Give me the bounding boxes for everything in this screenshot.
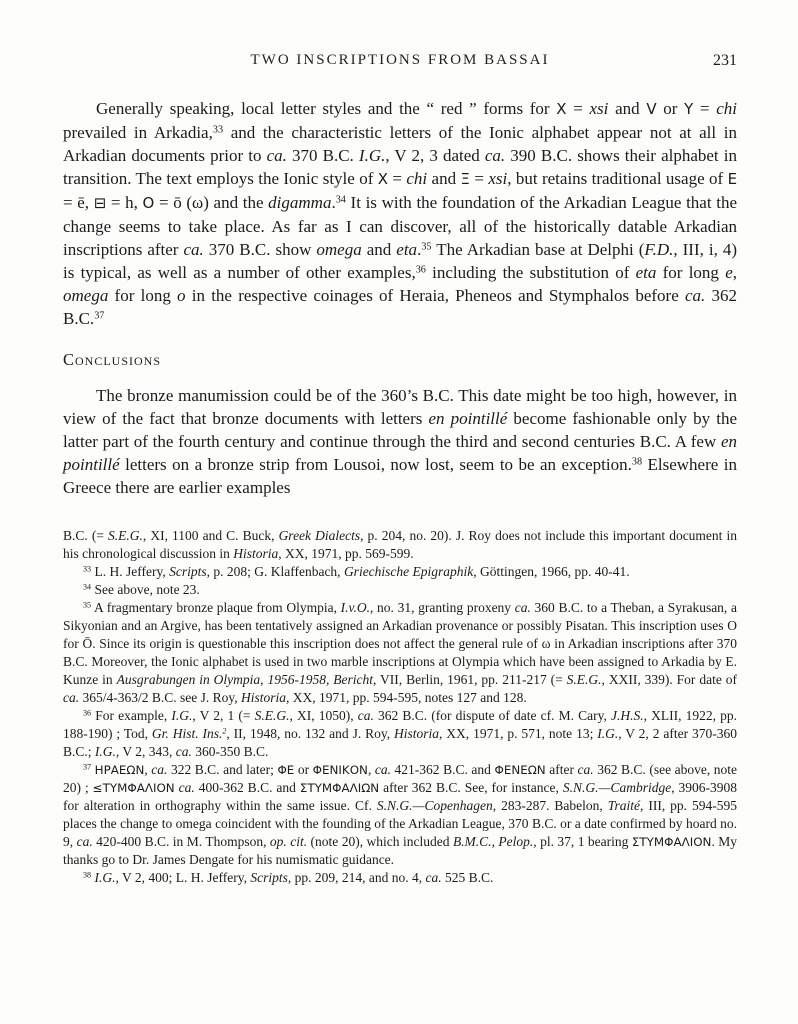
text-run: S.N.G.—Cambridge (562, 780, 672, 795)
text-run: , V 2, 2 after 370-360 B.C.; (63, 726, 737, 759)
footnote-marker: 33 (83, 564, 92, 574)
page-header (63, 52, 737, 74)
text-run: ca. (514, 600, 531, 615)
text-run: xsi (589, 99, 609, 118)
text-run: E (727, 170, 738, 188)
text-run: chi (406, 169, 428, 188)
paragraph-conclusions (63, 384, 737, 499)
text-run: ca. (175, 744, 192, 759)
text-run: = (388, 169, 407, 188)
text-run: B.C. (= (63, 528, 109, 543)
text-run: ca. (183, 240, 204, 259)
text-run: = ō (ω) and the (154, 193, 269, 212)
text-run: ca. (178, 780, 195, 795)
text-run: en pointillé (428, 409, 508, 428)
text-run: , pp. 209, 214, and no. 4, (287, 870, 426, 885)
section-heading-conclusions: Conclusions (63, 350, 162, 369)
text-run: I.G. (171, 708, 193, 723)
footnote-34 (63, 581, 737, 599)
text-run: , V 2, 400; L. H. Jeffery, (115, 870, 251, 885)
text-run: = ē, (63, 193, 94, 212)
text-run: It is with the foundation of the Arkadian League that the change seems to take place. As far as I can discover, all of the historically datable Arkadian inscriptions after (63, 193, 737, 259)
text-run: . (417, 240, 422, 259)
footnote-marker: 35 (83, 600, 92, 610)
text-run: ΦΕΝΙΚΟΝ (312, 763, 368, 777)
text-run: , V 2, 343, (115, 744, 176, 759)
text-run: after 362 B.C. See, for instance, (379, 780, 563, 795)
text-run: 420-400 B.C. in M. Thompson, (92, 834, 270, 849)
text-run: Traité (607, 798, 640, 813)
text-run: 360-350 B.C. (191, 744, 269, 759)
text-run: O (142, 194, 155, 212)
text-run: for long (656, 263, 726, 282)
text-run: Y (684, 100, 694, 118)
text-run: ΦΕ (277, 763, 295, 777)
text-run: , II, 1948, no. 132 and J. Roy, (226, 726, 395, 741)
text-run: Historia (233, 546, 279, 561)
text-run: S.N.G.—Copenhagen (376, 798, 493, 813)
footnote-marker: 35 (421, 241, 432, 253)
footnote-marker: 37 (83, 762, 92, 772)
text-run: , 3906-3908 for alteration in orthography within the same issue. Cf. (63, 780, 738, 813)
text-run: including the substitution of (425, 263, 636, 282)
text-run: ca. (357, 708, 374, 723)
footnote-marker: 38 (631, 456, 643, 468)
text-run: = h, (106, 193, 143, 212)
text-run: and the characteristic letters of the Ionic alphabet appear not at all in Arkadian documents prior to (63, 123, 738, 165)
text-run: I.G. (358, 146, 386, 165)
text-run: 525 B.C. (441, 870, 494, 885)
text-run: , XX, 1971, p. 571, note 13; (439, 726, 598, 741)
running-title: TWO INSCRIPTIONS FROM BASSAI (250, 52, 550, 68)
text-run: . (331, 193, 336, 212)
text-run: , XLII, 1922, pp. 188-190) ; Tod, (63, 708, 737, 741)
text-run: or (656, 99, 685, 118)
text-run: Ausgrabungen in Olympia, 1956-1958, Bericht (116, 672, 373, 687)
text-run: 360 B.C. to a Theban, a Syrakusan, a Sikyonian and an Argive, has been tentatively assigned an Arkadian provenance or possibly Pisatan. This inscription uses O for Ō. Since its origin is questionable this inscription does not affect the general rule of ω in Arkadian inscriptions after 370 B.C. Moreover, the Ionic alphabet is used in two marble inscriptions at Olympia which have been assigned to Arkadia by E. Kunze in (63, 600, 737, 687)
footnote-marker: 38 (83, 870, 92, 880)
footnote-37 (63, 761, 737, 869)
text-run: in the respective coinages of Heraia, Pheneos and Stymphalos before (185, 286, 685, 305)
text-run: 362 B.C. (for dispute of date cf. M. Cary, (373, 708, 612, 723)
footnote-marker: 37 (94, 310, 105, 322)
text-run: and (427, 169, 461, 188)
text-run: ca. (151, 762, 168, 777)
text-run: , pl. 37, 1 bearing (533, 834, 632, 849)
text-run: The Arkadian base at Delphi ( (431, 240, 645, 259)
text-run: 362 B.C. (63, 286, 738, 328)
footnote-marker: 2 (222, 726, 227, 736)
text-run: S.E.G. (108, 528, 143, 543)
text-run: become fashionable only by the latter part of the fourth century and continue through the third and second centuries B.C. A few (63, 409, 737, 451)
text-run: and (608, 99, 647, 118)
text-run: ca. (484, 146, 506, 165)
text-run: A fragmentary bronze plaque from Olympia, (91, 600, 341, 615)
text-run: eta (396, 240, 418, 259)
text-run: , p. 208; G. Klaffenbach, (206, 564, 344, 579)
text-run: and (361, 240, 397, 259)
text-run: eta (635, 263, 657, 282)
text-run: The bronze manumission could be of the 360’s B.C. This date might be too high, however, in view of the fact that bronze documents with letters (63, 386, 737, 428)
text-run: For example, (91, 708, 172, 723)
footnote-marker: 34 (83, 582, 92, 592)
text-run: , V 2, 1 (= (192, 708, 255, 723)
text-run: letters on a bronze strip from Lousoi, now lost, seem to be an exception. (119, 455, 632, 474)
text-run: ca. (374, 762, 391, 777)
text-run: , XXII, 339). For date of (601, 672, 737, 687)
footnote-marker: 33 (212, 124, 224, 136)
text-run: , XX, 1971, pp. 569-599. (278, 546, 414, 561)
text-run: Generally speaking, local letter styles and the “ red ” forms for (96, 99, 557, 118)
text-run: V (646, 100, 657, 118)
text-run: L. H. Jeffery, (91, 564, 170, 579)
text-run: , XX, 1971, pp. 594-595, notes 127 and 128. (286, 690, 527, 705)
text-run: , 283-287. Babelon, (492, 798, 608, 813)
text-run: ca. (76, 834, 93, 849)
text-run: op. cit. (269, 834, 308, 849)
text-run: , (367, 762, 375, 777)
text-run: , p. 204, no. 20). J. Roy does not include this important document in his chronological discussion in (63, 528, 737, 561)
text-run: J.H.S. (611, 708, 644, 723)
text-run: ≤ΤΥΜΦΑΛΙΟΝ (92, 781, 175, 795)
text-run: Gr. Hist. Ins. (151, 726, 223, 741)
text-run: Scripts (169, 564, 207, 579)
text-run: B.M.C. (452, 834, 492, 849)
text-run: 370 B.C. show (203, 240, 317, 259)
footnotes-block (63, 527, 737, 887)
footnote-33 (63, 563, 737, 581)
footnote-38 (63, 869, 737, 887)
text-run: ca. (63, 690, 80, 705)
text-run: Historia (241, 690, 287, 705)
footnote-32-continuation (63, 527, 737, 563)
text-run: ca. (266, 146, 287, 165)
footnote-marker: 36 (415, 264, 426, 276)
text-run: See above, note 23. (91, 582, 200, 597)
text-run: , VII, Berlin, 1961, pp. 211-217 (= (372, 672, 567, 687)
text-run: S.E.G. (566, 672, 602, 687)
text-run: omega (63, 286, 109, 305)
text-run: 362 B.C. (see above, note 20) ; (63, 762, 738, 795)
text-run: F.D. (644, 240, 674, 259)
text-run: Ξ (460, 170, 470, 188)
text-run: (note 20), which included (307, 834, 453, 849)
text-run: X (377, 170, 389, 188)
text-run: , (732, 263, 737, 282)
text-run: 322 B.C. and later; (167, 762, 278, 777)
text-run: xsi (488, 169, 508, 188)
text-run: , V 2, 3 dated (385, 146, 485, 165)
text-run: , (144, 762, 152, 777)
text-run: ΦΕΝΕΩΝ (494, 763, 546, 777)
text-run: I.G. (597, 726, 619, 741)
text-run: chi (716, 99, 737, 118)
text-run: omega (316, 240, 362, 259)
paragraph-letter-styles (63, 97, 737, 330)
text-run: ΣΤΥΜΦΑΛΙΟΝ (631, 835, 712, 849)
text-run: ca. (684, 286, 706, 305)
text-run: Greek Dialects (278, 528, 361, 543)
text-run: ⊟ (93, 194, 107, 212)
text-run: for long (108, 286, 178, 305)
text-run: 365/4-363/2 B.C. see J. Roy, (79, 690, 241, 705)
text-run: , XI, 1050), (289, 708, 358, 723)
text-run: or (294, 762, 313, 777)
text-run: digamma (268, 193, 332, 212)
text-run: Scripts (250, 870, 288, 885)
text-run: , XI, 1100 and C. Buck, (142, 528, 279, 543)
text-run: e (725, 263, 733, 282)
text-run: . My thanks go to Dr. James Dengate for his numismatic guidance. (63, 834, 738, 867)
text-run: I.G. (94, 744, 116, 759)
text-run: en pointillé (63, 432, 737, 474)
page-number: 231 (713, 52, 737, 69)
text-run: I.G. (94, 870, 116, 885)
text-run: Griechische Epigraphik (343, 564, 474, 579)
text-run: = (566, 99, 590, 118)
text-run: , Göttingen, 1966, pp. 40-41. (473, 564, 630, 579)
footnote-marker: 34 (335, 194, 346, 206)
text-run: ΗΡΑΕΩΝ (94, 763, 145, 777)
text-run: ca. (577, 762, 594, 777)
text-run: , III, pp. 594-595 places the change to omega coincident with the founding of the Arkadian League, 370 B.C. or a date confirmed by hoard no. 9, (63, 798, 737, 849)
text-run: Historia (394, 726, 440, 741)
text-run: 370 B.C. (286, 146, 359, 165)
text-run: S.E.G. (254, 708, 290, 723)
footnote-36 (63, 707, 737, 761)
text-run: ΣΤΥΜΦΑΛΙΩΝ (299, 781, 380, 795)
text-run: 421-362 B.C. and (391, 762, 495, 777)
text-run: X (556, 100, 567, 118)
text-run: , (491, 834, 499, 849)
text-run: Pelop. (498, 834, 534, 849)
text-run: 390 B.C. shows their alphabet in transition. The text employs the Ionic style of (63, 146, 737, 188)
text-run: , III, i, 4) is typical, as well as a number of other examples, (63, 240, 738, 282)
text-run: ca. (425, 870, 442, 885)
text-run: o (177, 286, 186, 305)
text-run: prevailed in Arkadia, (63, 123, 213, 142)
text-run: = (693, 99, 717, 118)
text-run: , no. 31, granting proxeny (370, 600, 515, 615)
text-run: I.v.O. (340, 600, 370, 615)
text-run: , but retains traditional usage of (507, 169, 728, 188)
footnote-35 (63, 599, 737, 707)
footnote-marker: 36 (83, 708, 92, 718)
text-run: Elsewhere in Greece there are earlier examples (63, 455, 737, 497)
text-run: after (545, 762, 578, 777)
text-run: 400-362 B.C. and (194, 780, 300, 795)
text-run: = (469, 169, 489, 188)
